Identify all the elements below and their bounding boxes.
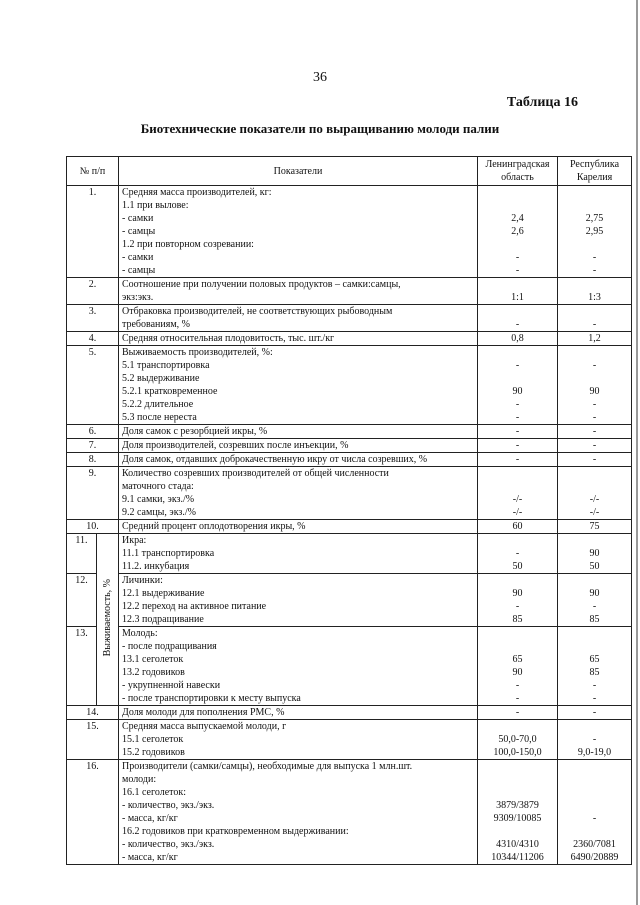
karelia-value — [558, 534, 632, 574]
indicator-cell-line: Молодь: — [122, 628, 158, 639]
karelia-value-line — [561, 760, 628, 773]
karelia-value-line: 85 — [589, 614, 600, 625]
row-number: 16. — [67, 760, 119, 865]
karelia-value-line — [561, 305, 628, 318]
karelia-value-line: - — [592, 412, 597, 423]
karelia-value-line: 2360/7081 — [573, 839, 616, 850]
indicator-cell-line: маточного стада: — [122, 481, 194, 492]
table-row — [67, 534, 632, 574]
table-row — [67, 520, 632, 534]
row-number: 4. — [67, 332, 119, 346]
karelia-value-line — [561, 278, 628, 291]
row-number: 7. — [67, 439, 119, 453]
indicator-cell-line: Средняя масса производителей, кг: — [122, 187, 272, 198]
karelia-value-line: - — [592, 734, 597, 745]
leningrad-value-line: - — [515, 252, 520, 263]
leningrad-value-line — [481, 346, 554, 359]
karelia-value — [558, 425, 632, 439]
leningrad-value-line: 90 — [512, 386, 523, 397]
leningrad-value — [478, 627, 558, 706]
leningrad-value-line: - — [515, 693, 520, 704]
row-number: 13. — [67, 627, 97, 706]
leningrad-value-line: 50 — [512, 561, 523, 572]
table-row — [67, 305, 632, 332]
table-row — [67, 278, 632, 305]
indicator-cell-line: 5.3 после нереста — [122, 412, 197, 423]
indicator-cell — [119, 706, 478, 720]
table-row — [67, 186, 632, 278]
leningrad-value-line — [481, 534, 554, 547]
karelia-value-line — [561, 186, 628, 199]
karelia-value-line: -/- — [589, 507, 600, 518]
leningrad-value-line: 85 — [512, 614, 523, 625]
karelia-value — [558, 467, 632, 520]
leningrad-value-line: - — [515, 548, 520, 559]
leningrad-value-line: - — [515, 319, 520, 330]
indicator-cell-line: Средняя относительная плодовитость, тыс. шт./кг — [122, 333, 335, 344]
indicator-cell-line: Доля самок с резорбцией икры, % — [122, 426, 268, 437]
leningrad-value-line: - — [515, 360, 520, 371]
indicator-cell-line: 5.2.2 длительное — [122, 399, 194, 410]
indicator-cell — [119, 439, 478, 453]
indicator-cell-line: 16.2 годовиков при кратковременном выдерживании: — [122, 826, 349, 837]
table-row — [67, 574, 632, 627]
karelia-value-line — [561, 799, 628, 812]
indicator-cell-line: 15.1 сеголеток — [122, 734, 184, 745]
indicator-cell-line: 13.1 сеголеток — [122, 654, 184, 665]
leningrad-value-line: 2,4 — [511, 213, 524, 224]
indicator-cell-line: - после транспортировки к месту выпуска — [122, 693, 301, 704]
karelia-value-line: - — [592, 319, 597, 330]
row-number: 12. — [67, 574, 97, 627]
leningrad-value-line — [481, 480, 554, 493]
indicator-cell — [119, 720, 478, 760]
leningrad-value-line: 10344/11206 — [491, 852, 544, 863]
indicator-cell-line: - укрупненной навески — [122, 680, 221, 691]
indicator-cell-line: 11.1 транспортировка — [122, 548, 215, 559]
indicator-cell — [119, 627, 478, 706]
indicator-cell-line: 16.1 сеголеток: — [122, 787, 187, 798]
leningrad-value-line: 50,0-70,0 — [498, 734, 537, 745]
leningrad-value-line — [481, 199, 554, 212]
karelia-value-line: - — [592, 601, 597, 612]
indicator-cell-line: 11.2. инкубация — [122, 561, 190, 572]
indicator-cell-line: Средняя масса выпускаемой молоди, г — [122, 721, 287, 732]
leningrad-value-line: - — [515, 399, 520, 410]
indicator-cell-line: 13.2 годовиков — [122, 667, 185, 678]
indicator-cell-line: 1.2 при повторном созревании: — [122, 239, 254, 250]
karelia-value-line: 1,2 — [588, 333, 601, 344]
karelia-value-line: 2,95 — [585, 226, 604, 237]
leningrad-value-line — [481, 786, 554, 799]
row-number: 5. — [67, 346, 119, 425]
karelia-value-line: - — [592, 399, 597, 410]
table-label: Таблица 16 — [506, 95, 578, 110]
table-header-row — [67, 157, 632, 186]
karelia-value-line: 6490/20889 — [570, 852, 619, 863]
karelia-value-line: 9,0-19,0 — [577, 747, 612, 758]
karelia-value-line — [561, 534, 628, 547]
karelia-value-line — [561, 627, 628, 640]
indicator-cell-line: 9.1 самки, экз./% — [122, 494, 195, 505]
indicator-cell-line: Отбраковка производителей, не соответствующих рыбоводным — [122, 306, 393, 317]
leningrad-value-line — [481, 278, 554, 291]
indicator-cell-line: Количество созревших производителей от общей численности — [122, 468, 389, 479]
indicator-cell — [119, 332, 478, 346]
leningrad-value-line: - — [515, 680, 520, 691]
karelia-value-line — [561, 467, 628, 480]
karelia-value — [558, 627, 632, 706]
leningrad-value-line: -/- — [512, 494, 523, 505]
karelia-value-line — [561, 773, 628, 786]
leningrad-value-line — [481, 720, 554, 733]
karelia-value-line: - — [592, 360, 597, 371]
indicator-cell-line: Соотношение при получении половых продуктов – самки:самцы, — [122, 279, 401, 290]
karelia-value-line — [561, 238, 628, 251]
leningrad-value-line: 3879/3879 — [496, 800, 539, 811]
header-num: № п/п — [67, 157, 119, 186]
leningrad-value-line: 65 — [512, 654, 523, 665]
karelia-value-line: - — [592, 813, 597, 824]
table-row — [67, 627, 632, 706]
table-row — [67, 453, 632, 467]
table-row — [67, 425, 632, 439]
indicator-cell-line: Средний процент оплодотворения икры, % — [122, 521, 306, 532]
leningrad-value — [478, 467, 558, 520]
header-karelia-line: Республика — [569, 159, 620, 170]
indicators-table — [66, 156, 632, 865]
karelia-value — [558, 453, 632, 467]
leningrad-value — [478, 186, 558, 278]
table-row — [67, 439, 632, 453]
indicator-cell-line: - самцы — [122, 265, 156, 276]
karelia-value-line: - — [592, 252, 597, 263]
karelia-value-line — [561, 346, 628, 359]
indicator-cell-line: - самки — [122, 252, 154, 263]
indicator-cell-line: - масса, кг/кг — [122, 813, 178, 824]
karelia-value — [558, 706, 632, 720]
leningrad-value-line: - — [515, 601, 520, 612]
indicator-cell — [119, 186, 478, 278]
indicator-cell — [119, 425, 478, 439]
karelia-value — [558, 760, 632, 865]
karelia-value-line: - — [592, 454, 597, 465]
karelia-value-line — [561, 640, 628, 653]
leningrad-value — [478, 439, 558, 453]
karelia-value-line — [561, 825, 628, 838]
leningrad-value — [478, 425, 558, 439]
leningrad-value-line — [481, 467, 554, 480]
karelia-value-line — [561, 480, 628, 493]
karelia-value-line: - — [592, 440, 597, 451]
karelia-value — [558, 305, 632, 332]
leningrad-value-line — [481, 372, 554, 385]
row-number: 3. — [67, 305, 119, 332]
indicator-cell-line: Доля производителей, созревших после инъекции, % — [122, 440, 349, 451]
indicator-cell-line: - масса, кг/кг — [122, 852, 178, 863]
indicator-cell-line: Доля самок, отдавших доброкачественную икру от числа созревших, % — [122, 454, 428, 465]
karelia-value — [558, 346, 632, 425]
indicator-cell-line: 1.1 при вылове: — [122, 200, 189, 211]
row-number: 10. — [67, 520, 119, 534]
table-row — [67, 760, 632, 865]
indicator-cell-line: Икра: — [122, 535, 147, 546]
indicator-cell-line: Выживаемость производителей, %: — [122, 347, 273, 358]
karelia-value-line: 65 — [589, 654, 600, 665]
karelia-value — [558, 720, 632, 760]
indicator-cell-line: 5.2 выдерживание — [122, 373, 200, 384]
scan-edge — [636, 0, 638, 905]
indicator-cell-line: 9.2 самцы, экз./% — [122, 507, 196, 518]
karelia-value-line: 1:3 — [588, 292, 601, 303]
row-number: 9. — [67, 467, 119, 520]
karelia-value-line: 2,75 — [585, 213, 604, 224]
leningrad-value-line: -/- — [512, 507, 523, 518]
leningrad-value-line: 0,8 — [511, 333, 524, 344]
row-number: 8. — [67, 453, 119, 467]
leningrad-value-line: 60 — [512, 521, 523, 532]
header-leningrad-line: область — [501, 172, 534, 183]
leningrad-value — [478, 305, 558, 332]
indicator-cell-line: Личинки: — [122, 575, 163, 586]
indicator-cell-line: 12.1 выдерживание — [122, 588, 205, 599]
karelia-value-line: - — [592, 426, 597, 437]
leningrad-value — [478, 706, 558, 720]
indicator-cell-line: Доля молоди для пополнения РМС, % — [122, 707, 285, 718]
leningrad-value-line: - — [515, 707, 520, 718]
karelia-value-line: 90 — [589, 386, 600, 397]
leningrad-value-line: 100,0-150,0 — [493, 747, 542, 758]
leningrad-value — [478, 332, 558, 346]
indicator-cell — [119, 574, 478, 627]
karelia-value — [558, 332, 632, 346]
karelia-value-line: - — [592, 265, 597, 276]
karelia-value-line — [561, 199, 628, 212]
row-number: 15. — [67, 720, 119, 760]
leningrad-value-line: 2,6 — [511, 226, 524, 237]
karelia-value-line: 90 — [589, 588, 600, 599]
indicator-cell-line: Производители (самки/самцы), необходимые для выпуска 1 млн.шт. — [122, 761, 413, 772]
row-number: 2. — [67, 278, 119, 305]
row-number: 1. — [67, 186, 119, 278]
indicator-cell-line: экз:экз. — [122, 292, 154, 303]
karelia-value-line: - — [592, 680, 597, 691]
karelia-value-line: 50 — [589, 561, 600, 572]
survival-vertical-text: Выживаемость, % — [102, 578, 113, 657]
indicator-cell-line: - самки — [122, 213, 154, 224]
row-number: 14. — [67, 706, 119, 720]
table-row — [67, 332, 632, 346]
survival-group-label — [97, 534, 119, 706]
leningrad-value-line — [481, 574, 554, 587]
table-row — [67, 706, 632, 720]
table-row — [67, 346, 632, 425]
indicator-cell — [119, 534, 478, 574]
leningrad-value — [478, 760, 558, 865]
indicator-cell-line: 12.3 подращивание — [122, 614, 204, 625]
indicator-cell — [119, 760, 478, 865]
leningrad-value-line — [481, 760, 554, 773]
header-leningrad-line: Ленинградская — [485, 159, 550, 170]
karelia-value — [558, 574, 632, 627]
indicator-cell-line: 5.2.1 кратковременное — [122, 386, 218, 397]
indicator-cell-line: - количество, экз./экз. — [122, 839, 215, 850]
leningrad-value — [478, 453, 558, 467]
indicator-cell-line: требованиям, % — [122, 319, 191, 330]
indicator-cell-line: 15.2 годовиков — [122, 747, 185, 758]
leningrad-value-line — [481, 627, 554, 640]
karelia-value-line: 75 — [589, 521, 600, 532]
karelia-value — [558, 278, 632, 305]
row-number: 11. — [67, 534, 97, 574]
leningrad-value-line: 9309/10085 — [493, 813, 542, 824]
karelia-value-line — [561, 372, 628, 385]
indicator-cell — [119, 453, 478, 467]
leningrad-value — [478, 520, 558, 534]
indicator-cell — [119, 305, 478, 332]
leningrad-value-line: - — [515, 412, 520, 423]
karelia-value-line — [561, 786, 628, 799]
indicator-cell-line: - самцы — [122, 226, 156, 237]
leningrad-value-line — [481, 238, 554, 251]
row-number: 6. — [67, 425, 119, 439]
indicator-cell-line: - количество, экз./экз. — [122, 800, 215, 811]
leningrad-value — [478, 720, 558, 760]
leningrad-value-line — [481, 305, 554, 318]
karelia-value-line: 85 — [589, 667, 600, 678]
indicator-cell — [119, 467, 478, 520]
header-leningrad — [478, 157, 558, 186]
indicator-cell-line: молоди: — [122, 774, 157, 785]
karelia-value-line: - — [592, 693, 597, 704]
karelia-value — [558, 186, 632, 278]
leningrad-value-line: 90 — [512, 667, 523, 678]
indicator-cell-line: - после подращивания — [122, 641, 217, 652]
leningrad-value-line: - — [515, 440, 520, 451]
indicator-cell-line: 12.2 переход на активное питание — [122, 601, 267, 612]
leningrad-value-line — [481, 640, 554, 653]
leningrad-value-line: 4310/4310 — [496, 839, 539, 850]
karelia-value-line: 90 — [589, 548, 600, 559]
leningrad-value-line — [481, 186, 554, 199]
indicator-cell-line: 5.1 транспортировка — [122, 360, 210, 371]
karelia-value — [558, 520, 632, 534]
table-row — [67, 720, 632, 760]
karelia-value-line — [561, 720, 628, 733]
karelia-value-line — [561, 574, 628, 587]
page-number: 36 — [313, 70, 327, 85]
leningrad-value-line: - — [515, 426, 520, 437]
leningrad-value — [478, 534, 558, 574]
header-indicator: Показатели — [119, 157, 478, 186]
leningrad-value-line: - — [515, 454, 520, 465]
header-karelia — [558, 157, 632, 186]
leningrad-value — [478, 574, 558, 627]
leningrad-value-line — [481, 773, 554, 786]
leningrad-value — [478, 278, 558, 305]
table-row — [67, 467, 632, 520]
leningrad-value-line — [481, 825, 554, 838]
leningrad-value-line: - — [515, 265, 520, 276]
indicator-cell — [119, 520, 478, 534]
indicator-cell — [119, 278, 478, 305]
karelia-value-line: - — [592, 707, 597, 718]
indicator-cell — [119, 346, 478, 425]
header-karelia-line: Карелия — [576, 172, 613, 183]
table-title: Биотехнические показатели по выращиванию молоди палии — [140, 121, 500, 136]
leningrad-value-line: 90 — [512, 588, 523, 599]
karelia-value — [558, 439, 632, 453]
leningrad-value — [478, 346, 558, 425]
leningrad-value-line: 1:1 — [511, 292, 524, 303]
karelia-value-line: -/- — [589, 494, 600, 505]
